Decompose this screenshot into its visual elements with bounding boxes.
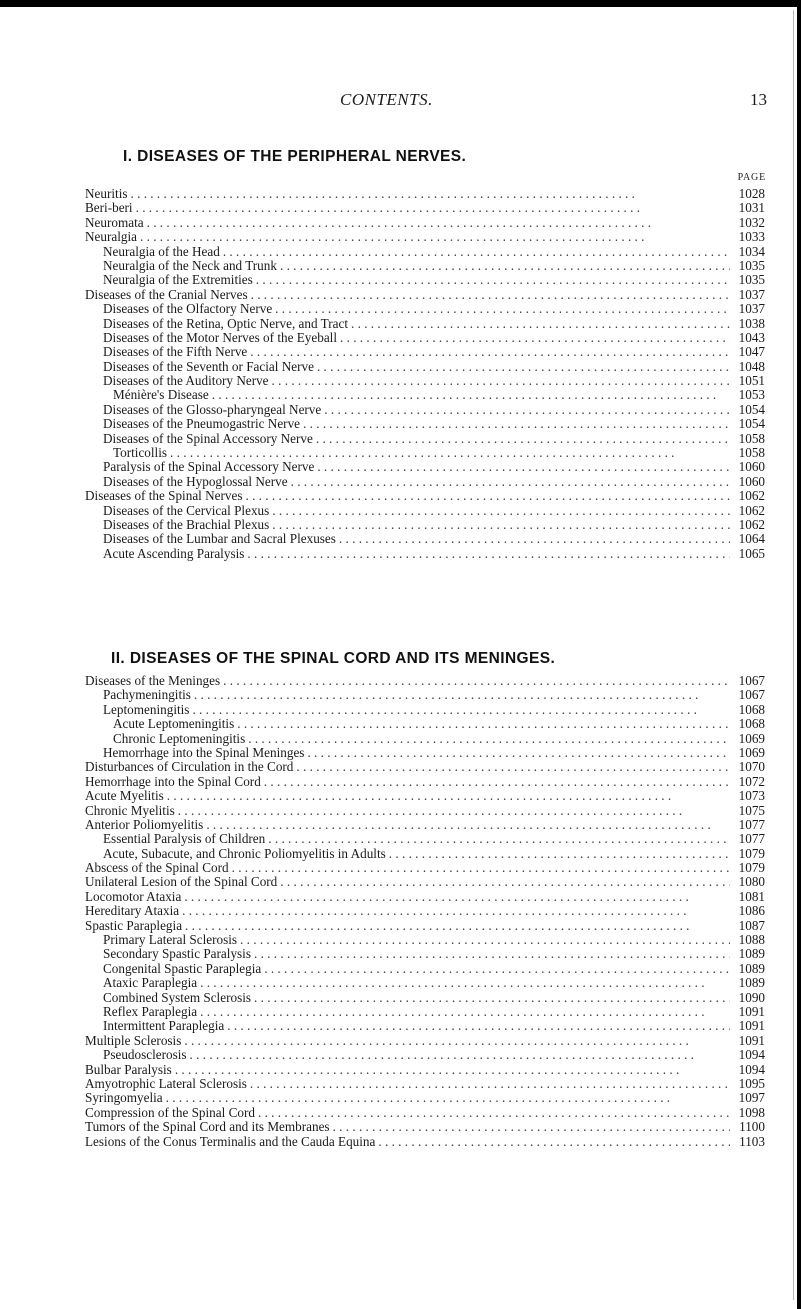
- toc-entry-page: 1100: [739, 1119, 765, 1135]
- toc-entry-page: 1031: [738, 200, 765, 216]
- dot-leader: [254, 947, 730, 961]
- toc-entry: [85, 245, 765, 259]
- dot-leader: [291, 475, 730, 489]
- toc-entry-page: 1043: [738, 329, 765, 345]
- toc-entry-page: 1094: [738, 1061, 765, 1077]
- dot-leader: [264, 775, 730, 789]
- dot-leader: [389, 847, 730, 861]
- toc-entry-title: Diseases of the Lumbar and Sacral Plexuses: [103, 531, 336, 547]
- toc-entry: [85, 432, 765, 446]
- toc-entry-page: 1069: [738, 730, 765, 746]
- toc-entry-title: Diseases of the Hypoglossal Nerve: [103, 473, 288, 489]
- toc-entry-page: 1103: [739, 1133, 765, 1149]
- toc-entry-page: 1072: [738, 773, 765, 789]
- toc-entry: [85, 460, 765, 474]
- toc-entry-title: Diseases of the Olfactory Nerve: [103, 301, 273, 317]
- toc-entry-page: 1034: [738, 243, 765, 259]
- dot-leader: [307, 746, 730, 760]
- page-number: 13: [750, 90, 767, 109]
- toc-entry-title: Tumors of the Spinal Cord and its Membranes: [85, 1119, 330, 1135]
- toc-entry: [85, 230, 765, 244]
- toc-entry-page: 1069: [738, 744, 765, 760]
- toc-entry-title: Diseases of the Seventh or Facial Nerve: [103, 358, 314, 374]
- toc-entry-title: Diseases of the Spinal Nerves: [85, 488, 243, 504]
- dot-leader: [333, 1120, 730, 1134]
- dot-leader: [194, 688, 730, 702]
- toc-entry-page: 1067: [738, 673, 765, 688]
- toc-entry: [85, 832, 765, 846]
- toc-entry: [85, 403, 765, 417]
- dot-leader: [275, 302, 730, 316]
- toc-entry-page: 1079: [738, 845, 765, 861]
- toc-entry-title: Acute Leptomeningitis: [113, 716, 235, 732]
- toc-entry: [85, 962, 765, 976]
- toc-entry: [85, 302, 765, 316]
- toc-entry: [85, 532, 765, 546]
- toc-entry-title: Essential Paralysis of Children: [103, 831, 266, 847]
- toc-entry-page: 1089: [738, 960, 765, 976]
- dot-leader: [247, 547, 730, 561]
- toc-entry-page: 1098: [738, 1104, 765, 1120]
- toc-entry-page: 1091: [738, 1018, 765, 1034]
- page-column-label: PAGE: [737, 172, 766, 183]
- toc-entry-title: Multiple Sclerosis: [85, 1032, 182, 1048]
- toc-entry-page: 1053: [738, 387, 765, 403]
- toc-entry-title: Neuralgia of the Extremities: [103, 272, 253, 288]
- toc-entry-page: 1035: [738, 257, 765, 273]
- toc-entry-page: 1051: [738, 373, 765, 389]
- dot-leader: [131, 187, 731, 201]
- dot-leader: [140, 230, 730, 244]
- toc-entry: [85, 933, 765, 947]
- toc-entry: [85, 674, 765, 688]
- toc-entry-title: Intermittent Paraplegia: [103, 1018, 225, 1034]
- toc-entry-title: Beri-beri: [85, 200, 133, 216]
- toc-entry-title: Diseases of the Brachial Plexus: [103, 516, 270, 532]
- dot-leader: [166, 1091, 730, 1105]
- toc-entry-title: Diseases of the Cervical Plexus: [103, 502, 270, 518]
- dot-leader: [280, 259, 730, 273]
- toc-entry: [85, 1005, 765, 1019]
- dot-leader: [136, 201, 730, 215]
- toc-entry-title: Syringomyelia: [85, 1090, 163, 1106]
- dot-leader: [245, 489, 730, 503]
- dot-leader: [324, 403, 730, 417]
- dot-leader: [182, 904, 730, 918]
- toc-entry-page: 1054: [738, 416, 765, 432]
- dot-leader: [272, 504, 730, 518]
- toc-entry-page: 1094: [738, 1047, 765, 1063]
- toc-entry-page: 1077: [738, 816, 765, 832]
- dot-leader: [190, 1048, 730, 1062]
- toc-entry-title: Abscess of the Spinal Cord: [85, 860, 229, 876]
- toc-entry-title: Hemorrhage into the Spinal Cord: [85, 773, 261, 789]
- toc-entry-title: Neuralgia: [85, 229, 137, 245]
- toc-entry-title: Spastic Paraplegia: [85, 917, 183, 933]
- toc-entry-page: 1062: [738, 502, 765, 518]
- dot-leader: [280, 875, 730, 889]
- dot-leader: [223, 674, 730, 688]
- toc-entry-title: Hereditary Ataxia: [85, 903, 180, 919]
- toc-entry-title: Neuromata: [85, 214, 144, 230]
- dot-leader: [256, 273, 730, 287]
- toc-entry-title: Lesions of the Conus Terminalis and the Cauda Equina: [85, 1133, 376, 1149]
- toc-entry-title: Chronic Leptomeningitis: [113, 730, 246, 746]
- toc-entry-title: Neuralgia of the Neck and Trunk: [103, 257, 277, 273]
- dot-leader: [316, 432, 730, 446]
- toc-entry-title: Primary Lateral Sclerosis: [103, 932, 238, 948]
- dot-leader: [192, 703, 730, 717]
- toc-entry-title: Secondary Spastic Paralysis: [103, 946, 251, 962]
- dot-leader: [250, 345, 730, 359]
- toc-entry: [85, 1120, 765, 1134]
- toc-entry-page: 1037: [738, 301, 765, 317]
- toc-entry-title: Diseases of the Motor Nerves of the Eyeball: [103, 329, 338, 345]
- dot-leader: [254, 991, 730, 1005]
- dot-leader: [268, 832, 730, 846]
- dot-leader: [167, 789, 730, 803]
- toc-entry-title: Unilateral Lesion of the Spinal Cord: [85, 874, 278, 890]
- dot-leader: [184, 1034, 730, 1048]
- toc-entry-page: 1062: [738, 516, 765, 532]
- toc-entry-title: Diseases of the Cranial Nerves: [85, 286, 248, 302]
- toc-entry-page: 1058: [738, 445, 765, 461]
- toc-entry: [85, 732, 765, 746]
- toc-entry: [85, 847, 765, 861]
- toc-entry-title: Disturbances of Circulation in the Cord: [85, 759, 294, 775]
- toc-entry: [85, 446, 765, 460]
- toc-entry-page: 1033: [738, 229, 765, 245]
- toc-entry: [85, 259, 765, 273]
- toc-entry: [85, 388, 765, 402]
- toc-entry: [85, 273, 765, 287]
- toc-entry: [85, 331, 765, 345]
- toc-entry-page: 1075: [738, 802, 765, 818]
- dot-leader: [340, 331, 730, 345]
- dot-leader: [378, 1135, 730, 1149]
- toc-entry-page: 1060: [738, 459, 765, 475]
- toc-entry: [85, 345, 765, 359]
- toc-entry-page: 1089: [738, 975, 765, 991]
- toc-entry-page: 1088: [738, 932, 765, 948]
- toc-entry-title: Locomotor Ataxia: [85, 888, 182, 904]
- toc-list-section-2: [85, 674, 765, 1149]
- toc-entry-page: 1028: [738, 186, 765, 201]
- toc-entry-page: 1070: [738, 759, 765, 775]
- dot-leader: [206, 818, 730, 832]
- toc-entry: [85, 1091, 765, 1105]
- toc-entry-title: Amyotrophic Lateral Sclerosis: [85, 1075, 247, 1091]
- dot-leader: [185, 919, 730, 933]
- toc-entry: [85, 760, 765, 774]
- dot-leader: [296, 760, 730, 774]
- toc-entry: [85, 1135, 765, 1149]
- toc-entry-title: Congenital Spastic Paraplegia: [103, 960, 262, 976]
- toc-entry-title: Chronic Myelitis: [85, 802, 175, 818]
- toc-entry-title: Neuritis: [85, 186, 128, 201]
- toc-entry: [85, 904, 765, 918]
- toc-entry-page: 1081: [738, 888, 765, 904]
- toc-entry-page: 1048: [738, 358, 765, 374]
- toc-entry-title: Diseases of the Auditory Nerve: [103, 373, 269, 389]
- right-border-rule: [797, 0, 801, 1309]
- page-edge-line: [793, 10, 794, 1300]
- toc-entry: [85, 518, 765, 532]
- toc-entry: [85, 489, 765, 503]
- dot-leader: [223, 245, 730, 259]
- section-title-spinal-cord: II. DISEASES OF THE SPINAL CORD AND ITS MENINGES.: [111, 650, 556, 667]
- toc-entry-title: Acute Ascending Paralysis: [103, 545, 245, 561]
- toc-list-section-1: [85, 187, 765, 561]
- dot-leader: [170, 446, 730, 460]
- toc-entry-title: Compression of the Spinal Cord: [85, 1104, 255, 1120]
- toc-entry-title: Anterior Poliomyelitis: [85, 816, 204, 832]
- toc-entry-title: Neuralgia of the Head: [103, 243, 220, 259]
- toc-entry: [85, 947, 765, 961]
- dot-leader: [200, 1005, 730, 1019]
- toc-entry-page: 1035: [738, 272, 765, 288]
- toc-entry: [85, 1019, 765, 1033]
- toc-entry-page: 1086: [738, 903, 765, 919]
- toc-entry-page: 1077: [738, 831, 765, 847]
- toc-entry-page: 1073: [738, 788, 765, 804]
- toc-entry-title: Acute, Subacute, and Chronic Poliomyelitis in Adults: [103, 845, 386, 861]
- toc-entry-page: 1091: [738, 1032, 765, 1048]
- toc-entry-page: 1054: [738, 401, 765, 417]
- toc-entry: [85, 475, 765, 489]
- dot-leader: [147, 216, 730, 230]
- toc-entry: [85, 717, 765, 731]
- toc-entry-title: Diseases of the Pneumogastric Nerve: [103, 416, 301, 432]
- dot-leader: [264, 962, 730, 976]
- toc-entry: [85, 789, 765, 803]
- toc-entry-page: 1062: [738, 488, 765, 504]
- dot-leader: [317, 460, 730, 474]
- toc-entry-page: 1097: [738, 1090, 765, 1106]
- toc-entry: [85, 775, 765, 789]
- dot-leader: [303, 417, 730, 431]
- toc-entry: [85, 890, 765, 904]
- toc-entry-page: 1064: [738, 531, 765, 547]
- toc-entry-title: Ataxic Paraplegia: [103, 975, 198, 991]
- toc-entry: [85, 991, 765, 1005]
- toc-entry: [85, 504, 765, 518]
- dot-leader: [351, 317, 730, 331]
- dot-leader: [184, 890, 730, 904]
- toc-entry: [85, 1048, 765, 1062]
- toc-entry: [85, 216, 765, 230]
- toc-entry-title: Diseases of the Glosso-pharyngeal Nerve: [103, 401, 322, 417]
- toc-entry-page: 1038: [738, 315, 765, 331]
- dot-leader: [212, 388, 730, 402]
- toc-entry: [85, 875, 765, 889]
- toc-entry-page: 1068: [738, 701, 765, 717]
- toc-entry: [85, 374, 765, 388]
- running-header: [0, 90, 801, 114]
- section-title-peripheral-nerves: I. DISEASES OF THE PERIPHERAL NERVES.: [123, 148, 467, 165]
- toc-entry: [85, 688, 765, 702]
- toc-entry-title: Combined System Sclerosis: [103, 989, 251, 1005]
- toc-entry-title: Ménière's Disease: [113, 387, 209, 403]
- dot-leader: [232, 861, 730, 875]
- toc-entry-title: Diseases of the Meninges: [85, 673, 221, 688]
- dot-leader: [178, 804, 730, 818]
- toc-entry-page: 1067: [738, 687, 765, 703]
- dot-leader: [339, 532, 730, 546]
- toc-entry-page: 1047: [738, 344, 765, 360]
- toc-entry-page: 1068: [738, 716, 765, 732]
- toc-entry-title: Paralysis of the Spinal Accessory Nerve: [103, 459, 315, 475]
- dot-leader: [237, 717, 730, 731]
- toc-entry-page: 1065: [738, 545, 765, 561]
- toc-entry: [85, 976, 765, 990]
- toc-entry: [85, 1034, 765, 1048]
- toc-entry-page: 1037: [738, 286, 765, 302]
- toc-entry: [85, 1106, 765, 1120]
- toc-entry-title: Torticollis: [113, 445, 168, 461]
- dot-leader: [251, 288, 730, 302]
- toc-entry-page: 1095: [738, 1075, 765, 1091]
- toc-entry-title: Bulbar Paralysis: [85, 1061, 172, 1077]
- dot-leader: [258, 1106, 730, 1120]
- toc-entry: [85, 187, 765, 201]
- toc-entry: [85, 818, 765, 832]
- toc-entry: [85, 360, 765, 374]
- toc-entry-title: Diseases of the Fifth Nerve: [103, 344, 248, 360]
- toc-entry: [85, 804, 765, 818]
- dot-leader: [240, 933, 730, 947]
- toc-entry: [85, 703, 765, 717]
- toc-entry-title: Hemorrhage into the Spinal Meninges: [103, 744, 305, 760]
- toc-entry: [85, 317, 765, 331]
- toc-entry: [85, 746, 765, 760]
- toc-entry: [85, 861, 765, 875]
- toc-entry-title: Diseases of the Retina, Optic Nerve, and Tract: [103, 315, 349, 331]
- toc-entry-page: 1087: [738, 917, 765, 933]
- toc-entry-title: Pseudosclerosis: [103, 1047, 187, 1063]
- toc-entry-page: 1079: [738, 860, 765, 876]
- dot-leader: [175, 1063, 730, 1077]
- toc-entry: [85, 288, 765, 302]
- toc-entry-page: 1032: [738, 214, 765, 230]
- running-title: CONTENTS.: [340, 90, 433, 109]
- dot-leader: [227, 1019, 730, 1033]
- toc-entry-title: Leptomeningitis: [103, 701, 190, 717]
- toc-entry-page: 1089: [738, 946, 765, 962]
- dot-leader: [272, 518, 730, 532]
- dot-leader: [200, 976, 730, 990]
- toc-entry-title: Diseases of the Spinal Accessory Nerve: [103, 430, 313, 446]
- toc-entry-page: 1080: [738, 874, 765, 890]
- toc-entry-title: Pachymeningitis: [103, 687, 191, 703]
- dot-leader: [248, 732, 730, 746]
- toc-entry-page: 1058: [738, 430, 765, 446]
- toc-entry: [85, 547, 765, 561]
- toc-entry-title: Reflex Paraplegia: [103, 1003, 198, 1019]
- dot-leader: [250, 1077, 730, 1091]
- toc-entry-page: 1060: [738, 473, 765, 489]
- toc-entry: [85, 201, 765, 215]
- toc-entry: [85, 1063, 765, 1077]
- toc-entry-title: Acute Myelitis: [85, 788, 164, 804]
- toc-entry: [85, 417, 765, 431]
- top-border-rule: [0, 0, 801, 7]
- toc-entry-page: 1091: [738, 1003, 765, 1019]
- toc-entry: [85, 919, 765, 933]
- toc-entry-page: 1090: [738, 989, 765, 1005]
- toc-entry: [85, 1077, 765, 1091]
- dot-leader: [272, 374, 730, 388]
- dot-leader: [317, 360, 730, 374]
